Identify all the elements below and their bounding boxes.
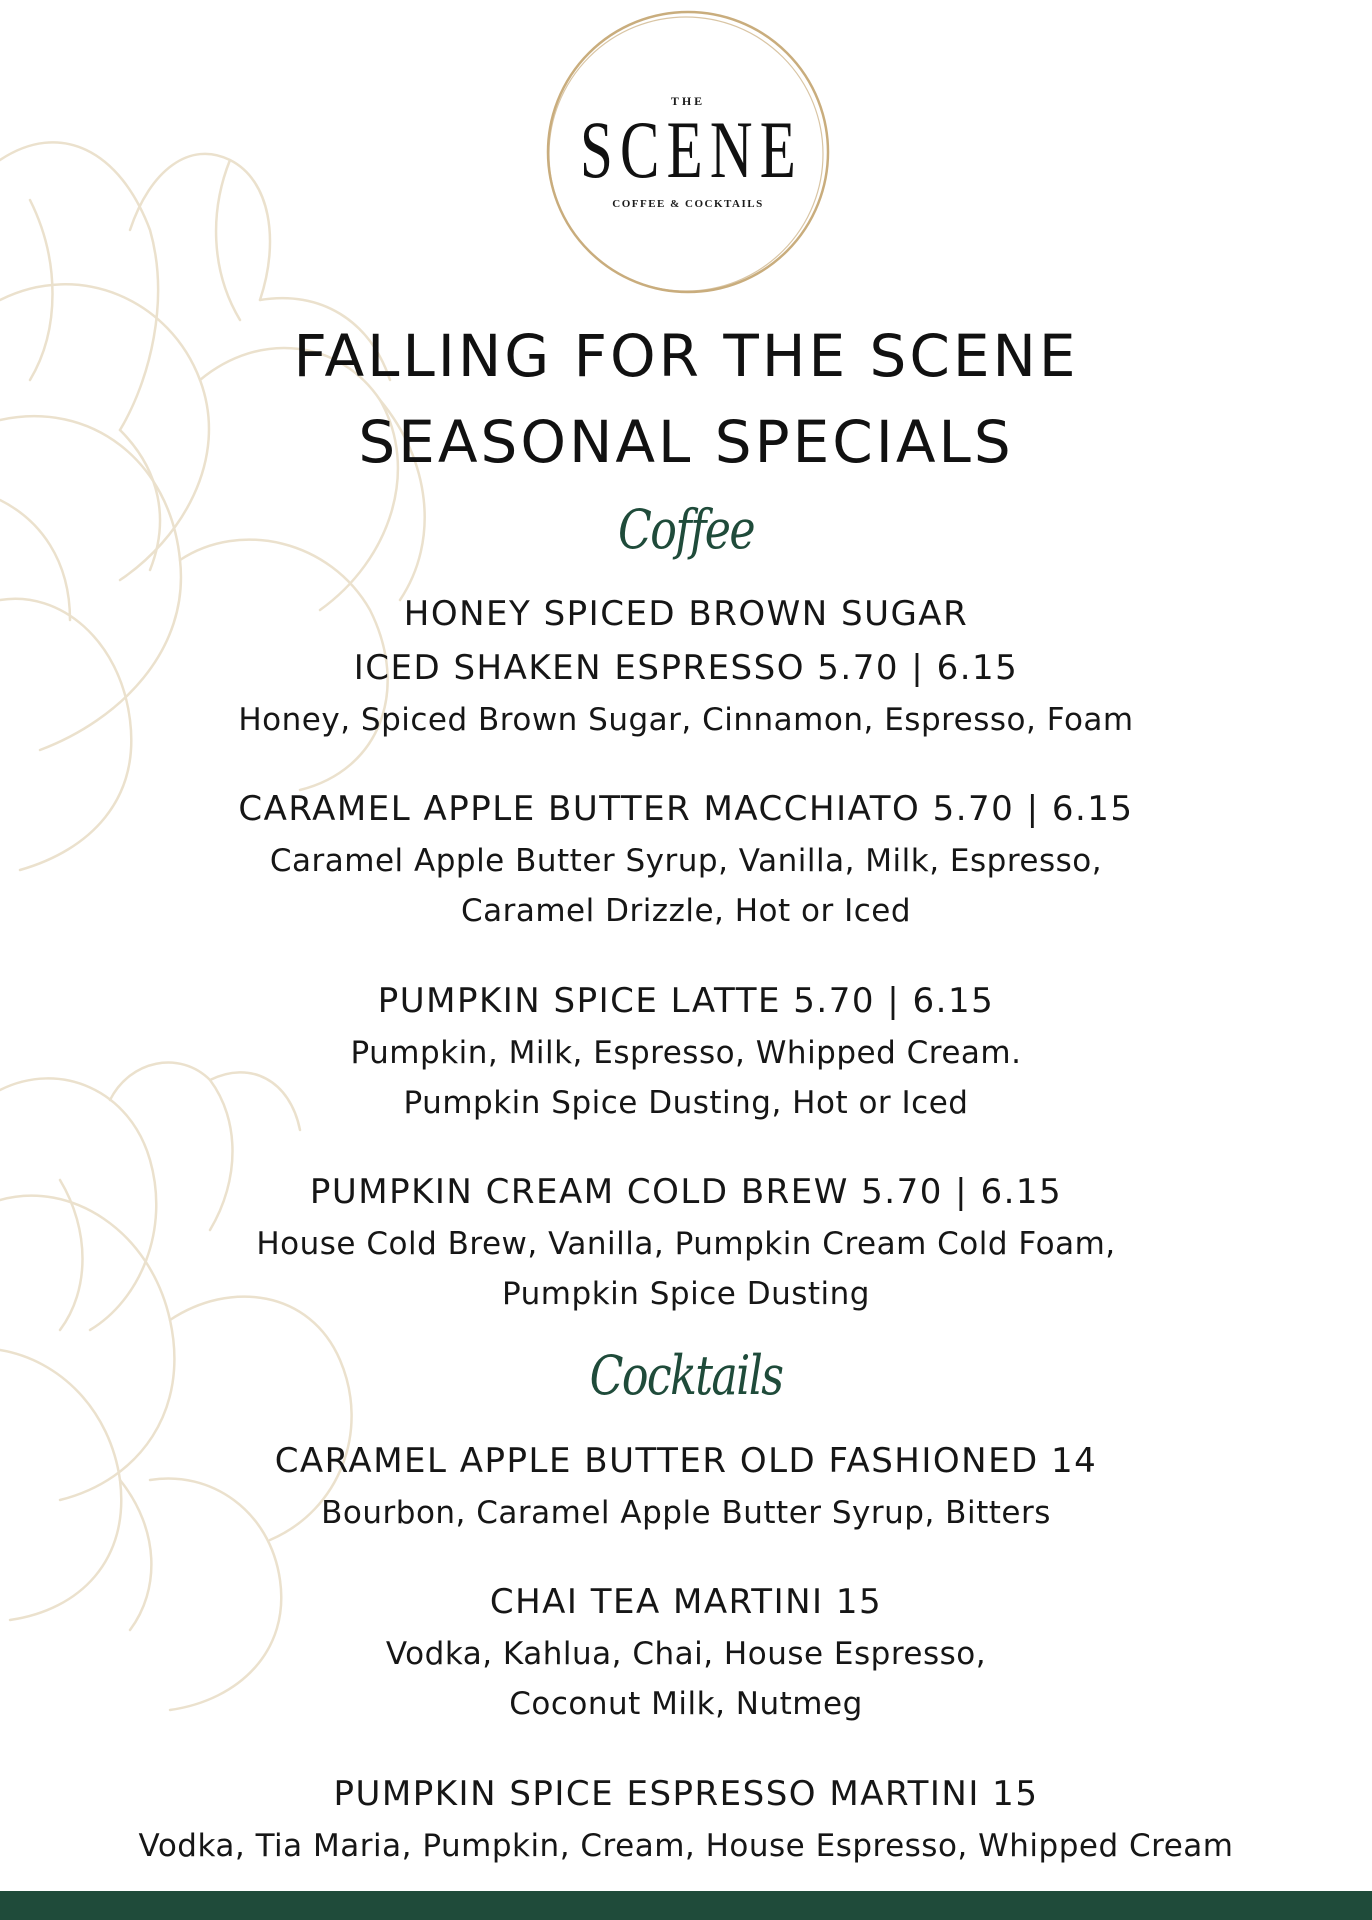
menu-item-name: CARAMEL APPLE BUTTER MACCHIATO 5.70 | 6.15	[238, 789, 1134, 829]
brand-logo	[538, 2, 838, 302]
menu-title-line-1: FALLING FOR THE SCENE	[293, 322, 1079, 390]
menu-item-name: CARAMEL APPLE BUTTER OLD FASHIONED 14	[274, 1441, 1098, 1481]
footer-color-bar	[0, 1891, 1372, 1920]
logo-name-text: SCENE	[580, 104, 803, 195]
menu-item-description: Caramel Drizzle, Hot or Iced	[460, 893, 912, 929]
logo-the-text: THE	[670, 94, 706, 108]
menu-title-line-2: SEASONAL SPECIALS	[358, 408, 1014, 476]
menu-item-description: Pumpkin, Milk, Espresso, Whipped Cream.	[350, 1035, 1022, 1071]
section-heading-cocktails: Cocktails	[589, 1344, 783, 1407]
menu-item-name: PUMPKIN SPICE ESPRESSO MARTINI 15	[333, 1774, 1039, 1814]
menu-item-description: Pumpkin Spice Dusting, Hot or Iced	[403, 1085, 969, 1121]
menu-item-name: ICED SHAKEN ESPRESSO 5.70 | 6.15	[353, 648, 1019, 688]
menu-item-description: House Cold Brew, Vanilla, Pumpkin Cream Cold Foam,	[256, 1226, 1116, 1262]
menu-item-name: HONEY SPICED BROWN SUGAR	[403, 594, 969, 634]
section-heading-coffee: Coffee	[618, 498, 754, 561]
menu-item-description: Caramel Apple Butter Syrup, Vanilla, Milk, Espresso,	[269, 843, 1103, 879]
logo-subtitle-text: COFFEE & COCKTAILS	[612, 198, 764, 210]
menu-item-name: PUMPKIN SPICE LATTE 5.70 | 6.15	[377, 981, 995, 1021]
menu-item-description: Pumpkin Spice Dusting	[502, 1276, 870, 1312]
menu-item-description: Coconut Milk, Nutmeg	[509, 1686, 863, 1722]
menu-item-name: CHAI TEA MARTINI 15	[489, 1582, 883, 1622]
menu-item-description: Vodka, Tia Maria, Pumpkin, Cream, House Espresso, Whipped Cream	[138, 1828, 1234, 1864]
menu-item-description: Vodka, Kahlua, Chai, House Espresso,	[385, 1636, 987, 1672]
menu-item-description: Bourbon, Caramel Apple Butter Syrup, Bitters	[321, 1495, 1051, 1531]
menu-item-name: PUMPKIN CREAM COLD BREW 5.70 | 6.15	[309, 1172, 1063, 1212]
menu-item-description: Honey, Spiced Brown Sugar, Cinnamon, Espresso, Foam	[238, 702, 1134, 738]
